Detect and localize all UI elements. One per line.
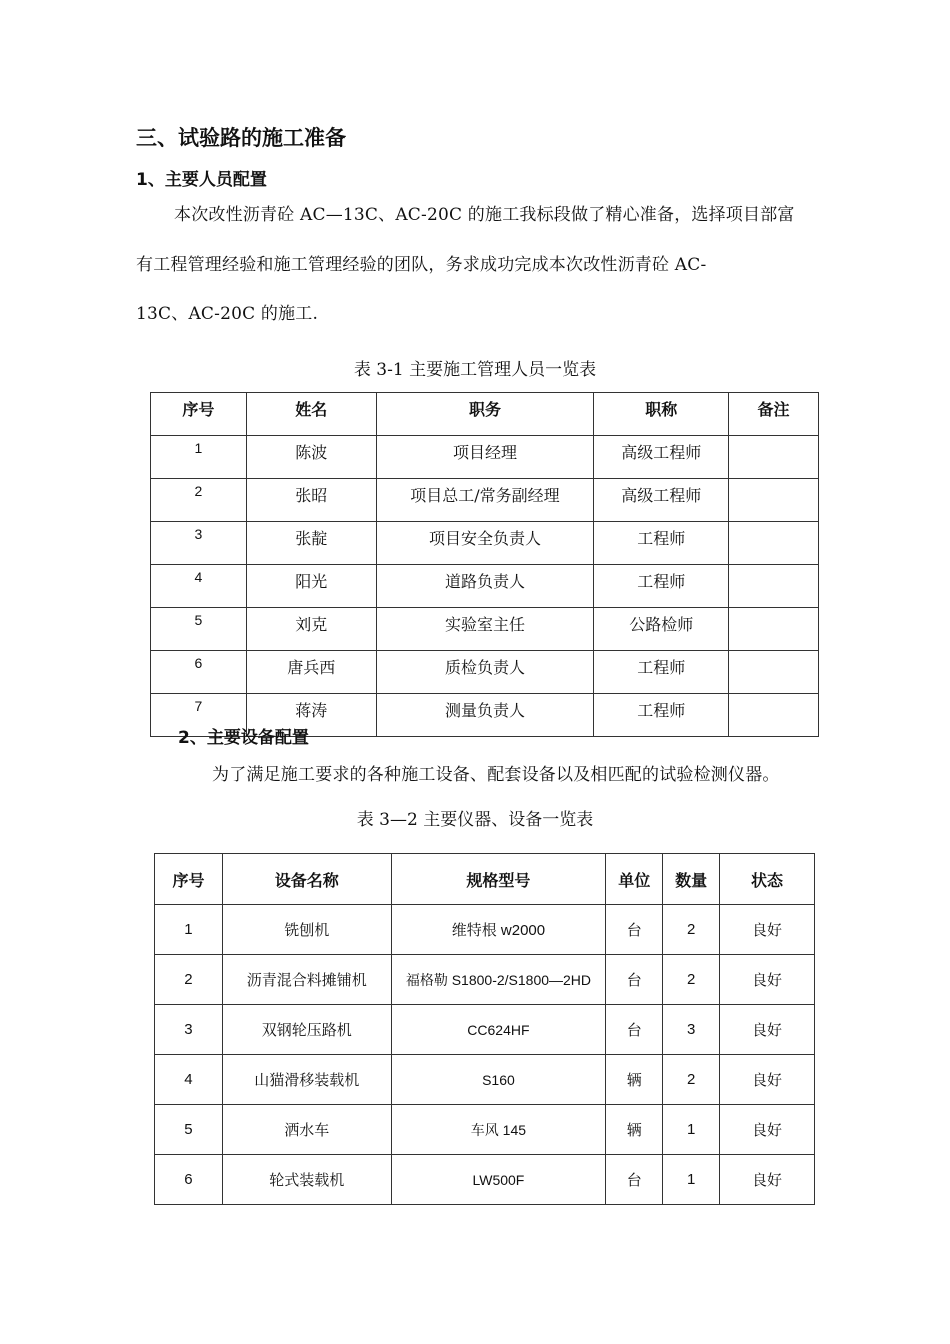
- table-cell: 陈波: [246, 436, 376, 479]
- header-cell: 姓名: [246, 393, 376, 436]
- table-cell: 工程师: [594, 651, 729, 694]
- table-cell: 张昭: [246, 479, 376, 522]
- table-cell: 台: [606, 1155, 663, 1205]
- table-cell: 良好: [720, 955, 815, 1005]
- table-cell: 工程师: [594, 565, 729, 608]
- table-cell: 高级工程师: [594, 479, 729, 522]
- table-cell: [729, 608, 819, 651]
- table-cell: 2: [151, 479, 247, 522]
- table-cell: 工程师: [594, 694, 729, 737]
- table-cell: 张靛: [246, 522, 376, 565]
- table-cell: [729, 651, 819, 694]
- table-cell: 辆: [606, 1055, 663, 1105]
- table-cell: 辆: [606, 1105, 663, 1155]
- table-cell: 3: [663, 1005, 720, 1055]
- table-header-row: [155, 854, 815, 905]
- table-cell: 项目安全负责人: [376, 522, 594, 565]
- table-cell: 车风 145: [391, 1105, 606, 1155]
- table-cell: 良好: [720, 905, 815, 955]
- table-cell: 项目总工/常务副经理: [376, 479, 594, 522]
- table-cell: 良好: [720, 1105, 815, 1155]
- header-cell: 状态: [720, 854, 815, 905]
- table-row: [151, 651, 819, 694]
- table-cell: [729, 479, 819, 522]
- table1-caption: 表 3-1 主要施工管理人员一览表: [353, 360, 597, 380]
- paragraph-line-1: 本次改性沥青砼 AC—13C、AC-20C 的施工我标段做了精心准备，选择项目部富: [174, 205, 795, 225]
- table-cell: 良好: [720, 1005, 815, 1055]
- table-cell: 质检负责人: [376, 651, 594, 694]
- table-cell: 1: [151, 436, 247, 479]
- table-cell: [729, 694, 819, 737]
- table-cell: 2: [663, 955, 720, 1005]
- table-cell: 3: [151, 522, 247, 565]
- header-cell: 设备名称: [222, 854, 391, 905]
- header-cell: 序号: [151, 393, 247, 436]
- table-cell: 测量负责人: [376, 694, 594, 737]
- table-row: [151, 565, 819, 608]
- table-row: [155, 955, 815, 1005]
- table-cell: 维特根 w2000: [391, 905, 606, 955]
- table-row: [155, 1005, 815, 1055]
- table2-caption: 表 3—2 主要仪器、设备一览表: [356, 810, 594, 830]
- table-cell: 福格勒 S1800-2/S1800—2HD: [391, 955, 606, 1005]
- table-cell: 台: [606, 1005, 663, 1055]
- table-cell: 道路负责人: [376, 565, 594, 608]
- header-cell: 职务: [376, 393, 594, 436]
- table-cell: 项目经理: [376, 436, 594, 479]
- paragraph-line-2: 有工程管理经验和施工管理经验的团队，务求成功完成本次改性沥青砼 AC-: [136, 255, 707, 275]
- table-cell: 蒋涛: [246, 694, 376, 737]
- table-cell: [729, 436, 819, 479]
- table-row: [151, 479, 819, 522]
- table-cell: 2: [155, 955, 223, 1005]
- table-cell: 4: [155, 1055, 223, 1105]
- table-cell: 双钢轮压路机: [222, 1005, 391, 1055]
- table-cell: 山猫滑移装载机: [222, 1055, 391, 1105]
- header-cell: 备注: [729, 393, 819, 436]
- table-cell: 良好: [720, 1055, 815, 1105]
- subsection-personnel-title: 1、主要人员配置: [136, 170, 267, 190]
- table-cell: 洒水车: [222, 1105, 391, 1155]
- header-cell: 序号: [155, 854, 223, 905]
- table-cell: CC624HF: [391, 1005, 606, 1055]
- table-header-row: [151, 393, 819, 436]
- table-cell: 7: [151, 694, 247, 737]
- paragraph-line-3: 13C、AC-20C 的施工.: [136, 304, 319, 324]
- table-cell: 阳光: [246, 565, 376, 608]
- table-cell: 1: [663, 1155, 720, 1205]
- table-cell: 5: [151, 608, 247, 651]
- equipment-paragraph: 为了满足施工要求的各种施工设备、配套设备以及相匹配的试验检测仪器。: [212, 765, 780, 785]
- table-cell: 高级工程师: [594, 436, 729, 479]
- table-row: [155, 1155, 815, 1205]
- table-row: [151, 522, 819, 565]
- table-cell: 实验室主任: [376, 608, 594, 651]
- table-cell: [729, 522, 819, 565]
- table-cell: 2: [663, 1055, 720, 1105]
- table-cell: 6: [151, 651, 247, 694]
- table-cell: 良好: [720, 1155, 815, 1205]
- table-cell: 4: [151, 565, 247, 608]
- table-row: [151, 436, 819, 479]
- table-row: [151, 608, 819, 651]
- table-cell: 1: [155, 905, 223, 955]
- header-cell: 数量: [663, 854, 720, 905]
- table-cell: S160: [391, 1055, 606, 1105]
- subsection-equipment-title: 2、主要设备配置: [178, 728, 309, 748]
- header-cell: 规格型号: [391, 854, 606, 905]
- table-row: [155, 1055, 815, 1105]
- table-cell: 刘克: [246, 608, 376, 651]
- table-cell: 5: [155, 1105, 223, 1155]
- header-cell: 单位: [606, 854, 663, 905]
- table-cell: 台: [606, 905, 663, 955]
- table-cell: 公路检师: [594, 608, 729, 651]
- equipment-table: [154, 853, 815, 1205]
- table-row: [155, 905, 815, 955]
- table-cell: 唐兵西: [246, 651, 376, 694]
- table-cell: [729, 565, 819, 608]
- table-cell: 铣刨机: [222, 905, 391, 955]
- header-cell: 职称: [594, 393, 729, 436]
- table-cell: 工程师: [594, 522, 729, 565]
- table-cell: 轮式装载机: [222, 1155, 391, 1205]
- table-cell: 2: [663, 905, 720, 955]
- table-row: [155, 1105, 815, 1155]
- table-cell: LW500F: [391, 1155, 606, 1205]
- table-cell: 沥青混合料摊铺机: [222, 955, 391, 1005]
- table-cell: 6: [155, 1155, 223, 1205]
- table-cell: 台: [606, 955, 663, 1005]
- table-cell: 1: [663, 1105, 720, 1155]
- table-cell: 3: [155, 1005, 223, 1055]
- personnel-table: [150, 392, 819, 737]
- section-title: 三、试验路的施工准备: [136, 126, 346, 150]
